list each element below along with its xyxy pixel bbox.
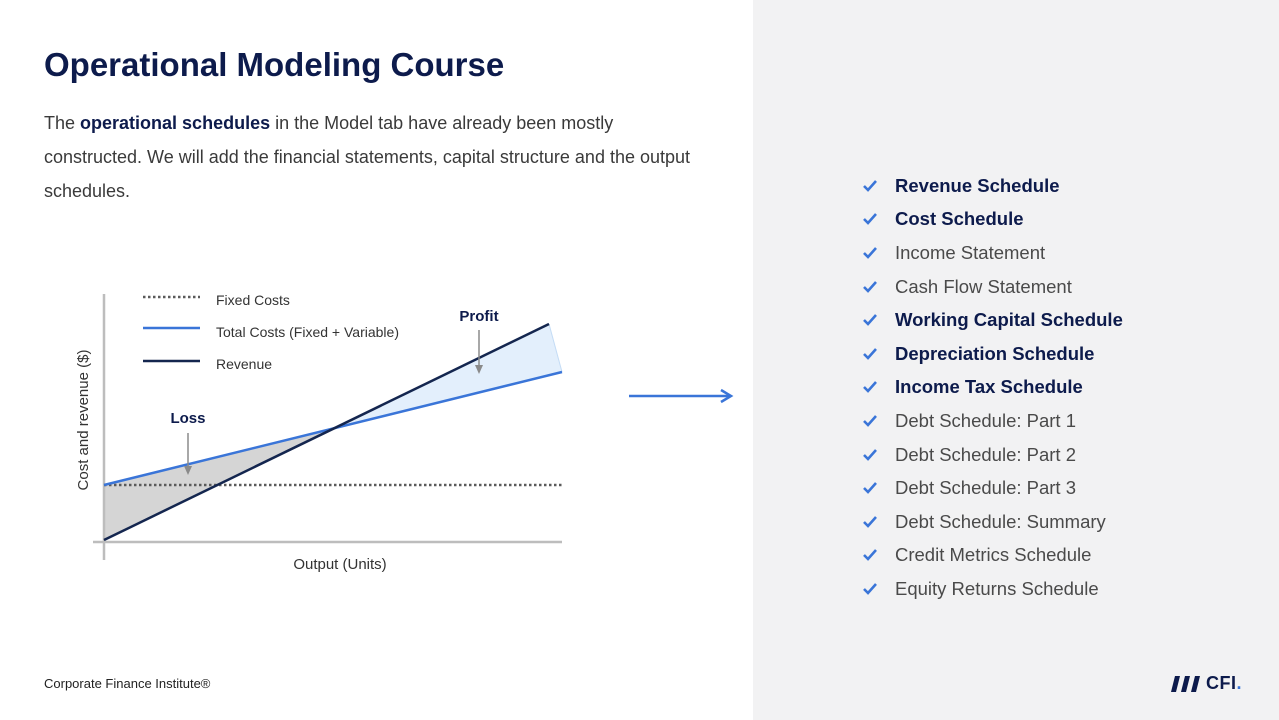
checklist-item-label: Debt Schedule: Summary <box>895 510 1106 532</box>
checklist-item <box>862 337 1123 371</box>
intro-text-end: in the Model tab have already been mostly constructed. We will add the financial statements, capital structure and the output schedules. <box>44 113 691 201</box>
footer-text: Corporate Finance Institute® <box>44 676 211 691</box>
intro-highlight: operational schedules <box>80 113 271 133</box>
checklist-item-label: Depreciation Schedule <box>895 342 1095 364</box>
intro-text-start: The <box>44 113 81 133</box>
check-icon <box>862 380 895 394</box>
checklist-item <box>862 169 1123 203</box>
schedule-checklist <box>862 169 1123 606</box>
checklist-item-label: Debt Schedule: Part 1 <box>895 409 1076 431</box>
check-icon <box>862 448 895 462</box>
checklist-item-label: Credit Metrics Schedule <box>895 544 1092 566</box>
checklist-item <box>862 572 1123 606</box>
revenue-line <box>104 324 549 540</box>
check-icon <box>862 582 895 596</box>
checklist-item <box>862 438 1123 472</box>
checklist-item-label: Working Capital Schedule <box>895 309 1123 331</box>
checklist-item <box>862 236 1123 270</box>
check-icon <box>862 414 895 428</box>
checklist-item <box>862 471 1123 505</box>
cfi-logo-mark-icon <box>1170 674 1204 694</box>
checklist-item <box>862 371 1123 405</box>
x-axis-title: Output (Units) <box>293 556 387 573</box>
checklist-item <box>862 505 1123 539</box>
legend-total-costs-label: Total Costs (Fixed + Variable) <box>216 324 399 340</box>
checklist-item-label: Income Tax Schedule <box>895 376 1083 398</box>
checklist-item-label: Cash Flow Statement <box>895 275 1072 297</box>
arrow-right-icon <box>625 385 737 407</box>
checklist-item-label: Equity Returns Schedule <box>895 577 1099 599</box>
cfi-logo-dot: . <box>1236 673 1242 693</box>
legend-revenue-label: Revenue <box>216 356 273 372</box>
check-icon <box>862 179 895 193</box>
check-icon <box>862 347 895 361</box>
loss-label: Loss <box>170 410 206 427</box>
checklist-item-label: Revenue Schedule <box>895 174 1060 196</box>
checklist-item-label: Income Statement <box>895 241 1046 263</box>
check-icon <box>862 313 895 327</box>
page-title: Operational Modeling Course <box>44 46 505 83</box>
checklist-item <box>862 270 1123 304</box>
profit-label: Profit <box>459 308 499 325</box>
check-icon <box>862 280 895 294</box>
check-icon <box>862 481 895 495</box>
checklist-item-label: Cost Schedule <box>895 208 1024 230</box>
check-icon <box>862 246 895 260</box>
checklist-item <box>862 404 1123 438</box>
check-icon <box>862 548 895 562</box>
legend-fixed-costs-label: Fixed Costs <box>216 292 290 308</box>
check-icon <box>862 515 895 529</box>
checklist-item <box>862 539 1123 573</box>
checklist-item <box>862 303 1123 337</box>
checklist-item-label: Debt Schedule: Part 2 <box>895 443 1076 465</box>
y-axis-title: Cost and revenue ($) <box>75 349 92 491</box>
check-icon <box>862 212 895 226</box>
cfi-logo <box>1170 673 1242 694</box>
cfi-logo-text: CFI <box>1206 673 1237 693</box>
checklist-item-label: Debt Schedule: Part 3 <box>895 477 1076 499</box>
checklist-item <box>862 203 1123 237</box>
